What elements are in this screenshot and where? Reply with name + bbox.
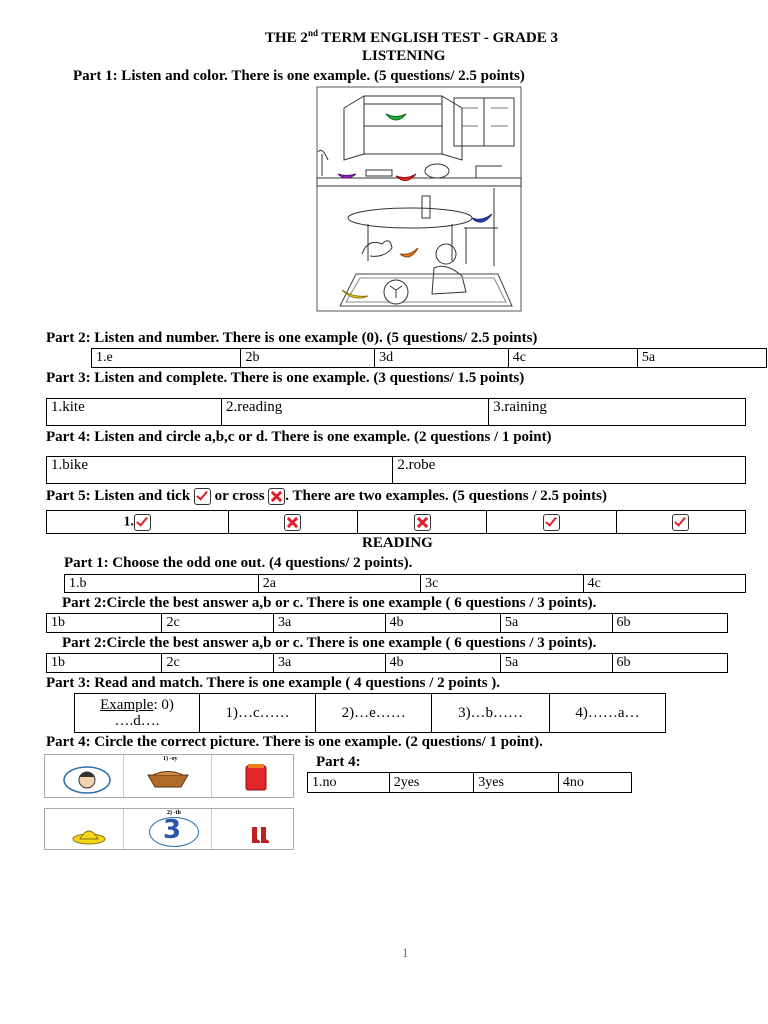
reading-part2-title-repeat: Part 2:Circle the best answer a,b or c. There is one example ( 6 questions / 3 points). xyxy=(62,635,597,651)
answer-cell: 2b xyxy=(241,349,375,368)
tick-icon xyxy=(134,514,151,531)
answer-cell: 2c xyxy=(162,654,274,673)
cross-icon xyxy=(284,514,301,531)
cross-icon xyxy=(414,514,431,531)
answer-cell: 4b xyxy=(385,614,500,633)
tick-icon xyxy=(672,514,689,531)
answer-cell: 3yes xyxy=(474,773,559,793)
answer-cell: 3d xyxy=(375,349,509,368)
section-listening-heading: LISTENING xyxy=(362,48,446,64)
answer-cell: 1.bike xyxy=(47,457,393,484)
example-cell: Example: 0) ….d…. xyxy=(75,694,200,733)
reading-part3-title: Part 3: Read and match. There is one example ( 4 questions / 2 points ). xyxy=(46,675,501,691)
answer-cell: 3)…b…… xyxy=(432,694,550,733)
reading-part4b-title: Part 4: xyxy=(316,754,361,770)
answer-cell xyxy=(228,511,357,534)
listening-part5-answers xyxy=(46,510,746,534)
number-three: 3 xyxy=(163,815,182,845)
answer-cell: 4)……a… xyxy=(549,694,665,733)
answer-cell: 1.no xyxy=(308,773,390,793)
listening-part3-answers xyxy=(46,398,746,426)
answer-cell: 2a xyxy=(258,575,420,593)
answer-cell: 4no xyxy=(558,773,631,793)
answer-cell: 4c xyxy=(508,349,637,368)
reading-part2-answers xyxy=(46,613,728,633)
answer-cell: 2yes xyxy=(389,773,474,793)
answer-cell: 1.e xyxy=(92,349,241,368)
listening-part5-title: Part 5: Listen and tick or cross . There are two examples. (5 questions / 2.5 points) xyxy=(46,488,607,504)
cross-icon xyxy=(268,488,285,505)
red-boots-icon xyxy=(249,825,271,845)
section-reading-heading: READING xyxy=(362,535,433,551)
listening-part2-answers xyxy=(91,348,767,368)
answer-cell xyxy=(487,511,616,534)
answer-cell: 1. xyxy=(47,511,229,534)
answer-cell: 5a xyxy=(500,654,612,673)
page-number: 1 xyxy=(402,945,409,960)
answer-cell: 1)…c…… xyxy=(200,694,316,733)
reading-part2-title: Part 2:Circle the best answer a,b or c. There is one example ( 6 questions / 3 points). xyxy=(62,595,597,611)
answer-cell: 1.b xyxy=(65,575,259,593)
answer-cell: 2.robe xyxy=(393,457,746,484)
answer-cell: 5a xyxy=(637,349,766,368)
answer-cell: 6b xyxy=(612,614,728,633)
answer-cell: 5a xyxy=(500,614,612,633)
answer-cell: 3c xyxy=(421,575,583,593)
reading-part1-title: Part 1: Choose the odd one out. (4 questions/ 2 points). xyxy=(64,555,413,571)
answer-cell: 4b xyxy=(385,654,500,673)
answer-cell: 1b xyxy=(47,654,162,673)
reading-part4b-answers xyxy=(307,772,632,793)
boy-face-icon xyxy=(63,765,111,795)
answer-cell: 4c xyxy=(583,575,745,593)
answer-cell xyxy=(357,511,486,534)
page-title: THE 2nd TERM ENGLISH TEST - GRADE 3 xyxy=(265,28,559,46)
picture-row-1: 1) -oy xyxy=(44,754,294,798)
reading-part2-answers-repeat xyxy=(46,653,728,673)
listening-part1-title: Part 1: Listen and color. There is one example. (5 questions/ 2.5 points) xyxy=(73,68,525,84)
reading-part4-title: Part 4: Circle the correct picture. There is one example. (2 questions/ 1 point). xyxy=(46,734,543,750)
answer-cell: 3a xyxy=(273,654,385,673)
tick-icon xyxy=(543,514,560,531)
tick-icon xyxy=(194,488,211,505)
answer-cell: 6b xyxy=(612,654,728,673)
picture-row-2: 2) -th 3 xyxy=(44,808,294,850)
red-box-icon xyxy=(243,763,269,793)
kitchen-coloring-picture xyxy=(316,86,522,312)
answer-cell: 1b xyxy=(47,614,162,633)
reading-part3-answers xyxy=(74,693,666,733)
reading-part1-answers xyxy=(64,574,746,593)
answer-cell: 3.raining xyxy=(489,399,746,426)
yellow-hat-icon xyxy=(71,823,107,845)
listening-part4-title: Part 4: Listen and circle a,b,c or d. There is one example. (2 questions / 1 point) xyxy=(46,429,552,445)
answer-cell: 2)…e…… xyxy=(316,694,432,733)
boat-icon xyxy=(145,765,191,791)
listening-part4-answers xyxy=(46,456,746,484)
answer-cell: 2.reading xyxy=(222,399,489,426)
answer-cell: 2c xyxy=(162,614,274,633)
answer-cell: 3a xyxy=(273,614,385,633)
answer-cell: 1.kite xyxy=(47,399,222,426)
listening-part3-title: Part 3: Listen and complete. There is one example. (3 questions/ 1.5 points) xyxy=(46,370,525,386)
answer-cell xyxy=(616,511,745,534)
listening-part2-title: Part 2: Listen and number. There is one example (0). (5 questions/ 2.5 points) xyxy=(46,330,538,346)
